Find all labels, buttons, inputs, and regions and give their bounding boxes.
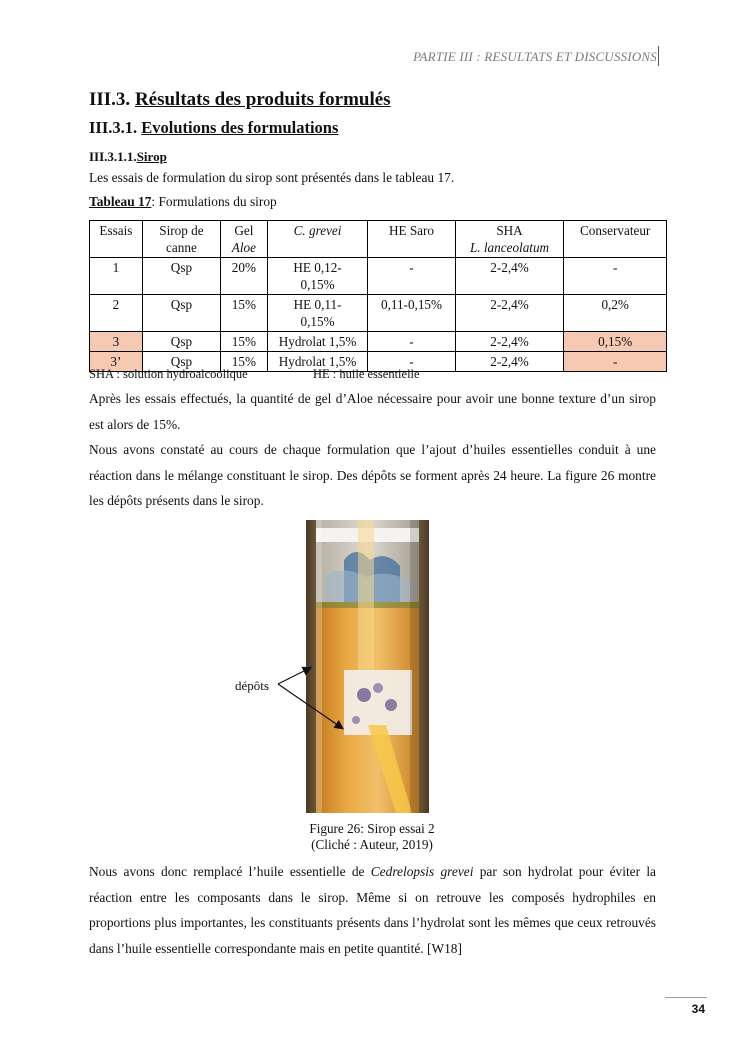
table-cell: - (368, 352, 455, 372)
subsection-title: Evolutions des formulations (141, 118, 339, 137)
legend-he: HE : huile essentielle (313, 367, 420, 381)
table-cell: Qsp (142, 258, 220, 295)
table-cell: 0,2% (564, 295, 667, 332)
table-cell: 2-2,4% (455, 258, 564, 295)
table-caption-text: : Formulations du sirop (151, 194, 277, 209)
section-number: III.3. (89, 89, 131, 110)
table-header-row (90, 221, 667, 258)
subsubsection-title: Sirop (136, 149, 167, 164)
section-heading (89, 89, 391, 111)
figure-credit: (Cliché : Auteur, 2019) (311, 837, 433, 852)
table-caption-label: Tableau 17 (89, 194, 152, 209)
header-cell: Sirop de canne (142, 221, 220, 258)
table-cell: 0,15% (564, 332, 667, 352)
table-cell: 3’ (90, 352, 143, 372)
subsection-number: III.3.1. (89, 118, 138, 137)
figure-annotation: dépôts (235, 678, 269, 693)
table-cell: 3 (90, 332, 143, 352)
table-cell: - (564, 352, 667, 372)
table-cell: Hydrolat 1,5% (267, 332, 368, 352)
table-cell: - (368, 332, 455, 352)
table-cell: 2-2,4% (455, 332, 564, 352)
page-number: 34 (691, 1002, 705, 1016)
formulation-table (89, 220, 667, 372)
table-cell: 2-2,4% (455, 352, 564, 372)
table-cell: Hydrolat 1,5% (267, 352, 368, 372)
table-cell: 2-2,4% (455, 295, 564, 332)
section-title: Résultats des produits formulés (134, 89, 391, 110)
table-row (90, 332, 667, 352)
table-cell: Qsp (142, 352, 220, 372)
table-cell: 15% (221, 295, 268, 332)
subsubsection-number: III.3.1.1. (89, 149, 137, 164)
figure-caption: Figure 26: Sirop essai 2 (309, 821, 435, 836)
header-cell: C. grevei (267, 221, 368, 258)
table-cell: 0,11-0,15% (368, 295, 455, 332)
table-cell: Qsp (142, 332, 220, 352)
intro-paragraph: Les essais de formulation du sirop sont présentés dans le tableau 17. (89, 170, 455, 185)
subsubsection-heading (89, 149, 167, 165)
table-cell: - (368, 258, 455, 295)
header-cell: SHA L. lanceolatum (455, 221, 564, 258)
table-cell: HE 0,11- 0,15% (267, 295, 368, 332)
table-cell: - (564, 258, 667, 295)
running-header: PARTIE III : RESULTATS ET DISCUSSIONS (413, 49, 657, 64)
paragraph: Après les essais effectués, la quantité de gel d’Aloe nécessaire pour avoir une bonne texture d’un sirop est alors de 15%. (89, 391, 656, 432)
table-cell: 2 (90, 295, 143, 332)
header-cell: Conservateur (564, 221, 667, 258)
table-cell: Qsp (142, 295, 220, 332)
paragraph: Nous avons constaté au cours de chaque formulation que l’ajout d’huiles essentielles conduit à une réaction dans le mélange constituant le sirop. Des dépôts se forment après 24 heure. La figure 26 montre les dépôts présents dans le sirop. (89, 442, 656, 508)
header-cell: HE Saro (368, 221, 455, 258)
table-cell: 15% (221, 352, 268, 372)
table-cell: 20% (221, 258, 268, 295)
header-divider (658, 46, 659, 66)
paragraph: Nous avons donc remplacé l’huile essentielle de Cedrelopsis grevei par son hydrolat pour éviter la réaction entre les composants dans le sirop. Même si on retrouve les composés hydrophiles en proportions plus importantes, les constituants présents dans l’hydrolat sont les mêmes que ceux retrouvés dans l’huile essentielle correspondante mais en petite quantité. [W18] (89, 864, 656, 956)
header-cell: Essais (90, 221, 143, 258)
table-cell: 15% (221, 332, 268, 352)
subsection-heading (89, 118, 338, 138)
page-number-rule (665, 997, 707, 998)
table-caption (89, 194, 277, 210)
table-row (90, 258, 667, 295)
table-cell: HE 0,12- 0,15% (267, 258, 368, 295)
annotation-arrows (276, 662, 346, 732)
table-row (90, 295, 667, 332)
species-name: Cedrelopsis grevei (370, 864, 474, 879)
legend-sha: SHA : solution hydroalcoolique (89, 367, 248, 381)
header-cell: Gel Aloe (221, 221, 268, 258)
table-cell: 1 (90, 258, 143, 295)
